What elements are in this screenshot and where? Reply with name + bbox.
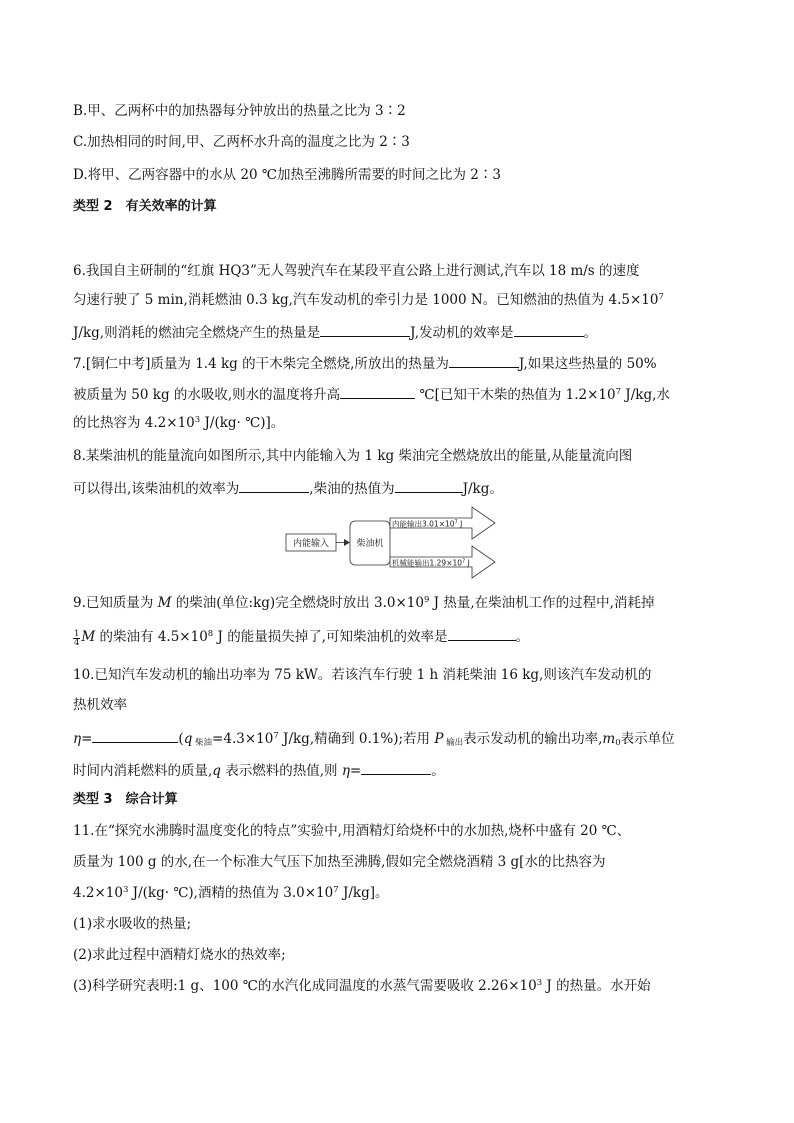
energy-flow-diagram [280, 501, 500, 581]
q8-line1: 8.某柴油机的能量流向如图所示,其中内能输入为 1 kg 柴油完全燃烧放出的能量,从能量流向图 [73, 448, 633, 464]
q11-sub1: (1)求水吸收的热量; [73, 916, 192, 932]
q10-line3: η= (q $_{柴油}=4.3\times 10^7$ J/kg,精确到 0.1%);若用 P $_{输出}$表示发动机的输出功率$,m_0$表示单位 [73, 728, 675, 748]
q10-line1: 10.已知汽车发动机的输出功率为 75 kW。若该汽车行驶 1 h 消耗柴油 16 kg,则该汽车发动机的 [73, 667, 652, 683]
q10-line4: 时间内消耗燃料的质量,q 表示燃料的热值,则 η= 。 [73, 760, 445, 780]
option-b: B.甲、乙两杯中的加热器每分钟放出的热量之比为 3∶2 [73, 103, 406, 119]
input-arrowhead [344, 539, 350, 546]
q6-line3: J/kg,则消耗的燃油完全燃烧产生的热量是 J,发动机的效率是 。 [73, 322, 597, 342]
mechanical-energy-output-label: 机械能输出$1.29\times 10^7$ J [392, 558, 470, 568]
engine-label: 柴油机 [356, 539, 384, 549]
q11-line1: 11.在“探究水沸腾时温度变化的特点”实验中,用酒精灯给烧杯中的水加热,烧杯中盛有 20 ℃、 [73, 823, 631, 839]
q6-line1: 6.我国自主研制的“红旗 HQ3”无人驾驶汽车在某段平直公路上进行测试,汽车以 18 m/s 的速度 [73, 263, 640, 279]
answer-blank[interactable] [361, 760, 431, 775]
answer-blank[interactable] [449, 353, 519, 368]
q11-line2: 质量为 100 g 的水,在一个标准大气压下加热至沸腾,假如完全燃烧酒精 3 g[水的比热容为 [73, 854, 606, 870]
q6-line2: 匀速行驶了 5 min,消耗燃油 0.3 kg,汽车发动机的牵引力是 1000 N。已知燃油的热值为 $4.5\times 10^7$ [73, 292, 664, 308]
q8-line2: 可以得出,该柴油机的效率为 ,柴油的热值为 J/kg。 [73, 478, 503, 498]
answer-blank[interactable] [320, 322, 410, 337]
q11-sub3: (3)科学研究表明:1 g、100 ℃的水汽化成同温度的水蒸气需要吸收 $2.26\times 10^3$ J 的热量。水开始 [73, 978, 651, 994]
fraction: $\frac{1}{4}$ [74, 629, 80, 648]
q7-line2: 被质量为 50 kg 的水吸收,则水的温度将升高 ℃[已知干木柴的热值为 $1.2\times 10^7$ J/kg,水 [73, 384, 670, 404]
answer-blank[interactable] [448, 626, 516, 641]
section-heading-type2: 类型 2 有关效率的计算 [73, 199, 217, 214]
answer-blank[interactable] [514, 322, 584, 337]
q7-line3: 的比热容为 $4.2\times 10^3$ J/(kg· ℃)]。 [73, 415, 285, 431]
answer-blank[interactable] [239, 478, 309, 493]
input-label: 内能输入 [292, 539, 330, 549]
answer-blank[interactable] [340, 384, 415, 399]
q11-line3: $4.2\times 10^3$ J/(kg· ℃),酒精的热值为 $3.0\times 10^7$ J/kg]。 [73, 885, 389, 901]
q7-line1: 7.[铜仁中考]质量为 1.4 kg 的干木柴完全燃烧,所放出的热量为 J,如果这些热量的 50% [73, 353, 657, 373]
q11-sub2: (2)求此过程中酒精灯烧水的热效率; [73, 947, 286, 963]
q9-line1: 9.已知质量为 M 的柴油(单位:kg)完全燃烧时放出 $3.0\times 10^9$ J 热量,在柴油机工作的过程中,消耗掉 [73, 595, 655, 611]
answer-blank[interactable] [395, 478, 463, 493]
internal-energy-output-label: 内能输出$3.01\times 10^7$ J [392, 519, 463, 529]
q10-line2: 热机效率 [73, 697, 127, 713]
section-heading-type3: 类型 3 综合计算 [73, 792, 178, 807]
option-d: D.将甲、乙两容器中的水从 20 ℃加热至沸腾所需要的时间之比为 2∶3 [73, 167, 501, 183]
answer-blank[interactable] [92, 728, 178, 743]
option-c: C.加热相同的时间,甲、乙两杯水升高的温度之比为 2∶3 [73, 134, 410, 150]
q9-line2: $\frac{1}{4}$ M 的柴油有 $4.5\times 10^8$ J 的能量损失掉了,可知柴油机的效率是 。 [73, 626, 529, 647]
